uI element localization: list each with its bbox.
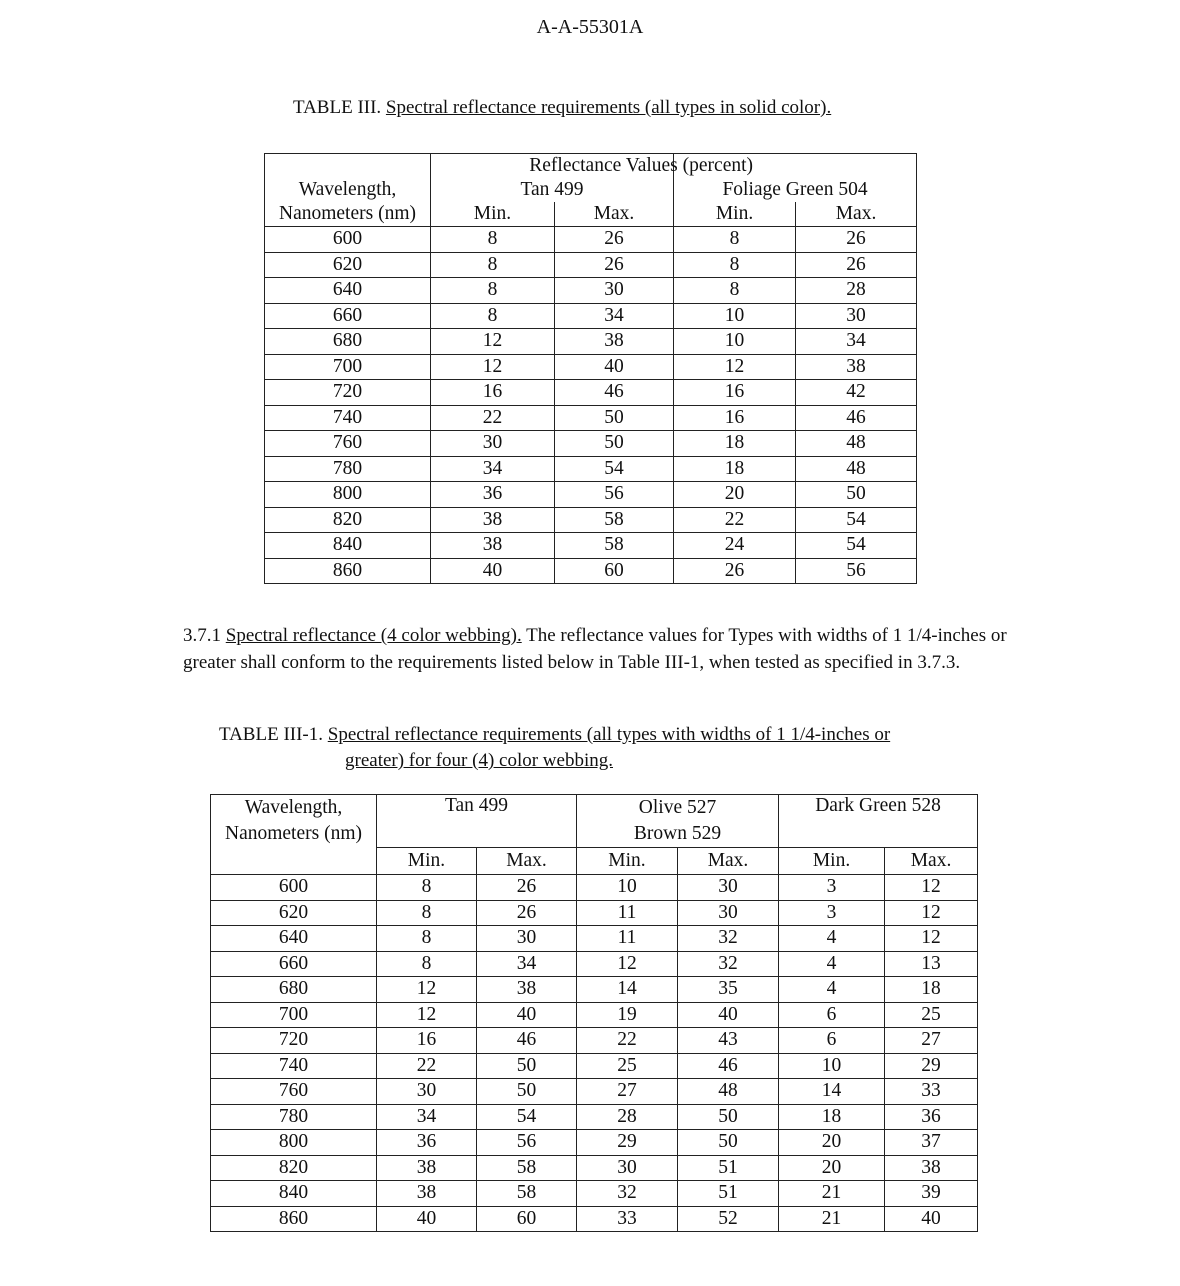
table3-value-cell: 34 (431, 456, 555, 482)
table3-value-cell: 36 (431, 482, 555, 508)
table3-value-cell: 50 (796, 482, 917, 508)
table31-value-cell: 39 (885, 1181, 978, 1207)
table3-value-cell: 38 (555, 329, 674, 355)
table31-value-cell: 12 (885, 926, 978, 952)
table3-row (265, 380, 917, 406)
table31-value-cell: 8 (377, 900, 477, 926)
table31-value-cell: 21 (779, 1206, 885, 1232)
table3-value-cell: 40 (555, 354, 674, 380)
table31-value-cell: 43 (678, 1028, 779, 1054)
table3-row (265, 303, 917, 329)
table31-row (211, 1155, 978, 1181)
table3-wavelength-cell: 800 (265, 482, 431, 508)
table31-empty-corner (211, 848, 377, 875)
table3-value-cell: 26 (674, 558, 796, 584)
table31-value-cell: 50 (678, 1104, 779, 1130)
table31-value-cell: 20 (779, 1130, 885, 1156)
table3-value-cell: 18 (674, 431, 796, 457)
table31-max-header: Max. (678, 848, 779, 875)
table3-value-cell: 26 (555, 227, 674, 253)
table31-value-cell: 4 (779, 977, 885, 1003)
table31-value-cell: 32 (577, 1181, 678, 1207)
table31-value-cell: 40 (377, 1206, 477, 1232)
table3-row (265, 329, 917, 355)
table31-value-cell: 58 (477, 1155, 577, 1181)
table31-row (211, 951, 978, 977)
table3-color2-header: Foliage Green 504 (674, 178, 917, 202)
table3-value-cell: 58 (555, 533, 674, 559)
table3-value-cell: 8 (674, 278, 796, 304)
table3-wavelength-cell: 740 (265, 405, 431, 431)
table31-value-cell: 30 (477, 926, 577, 952)
table31-value-cell: 3 (779, 875, 885, 901)
table31-value-cell: 8 (377, 926, 477, 952)
table31-value-cell: 37 (885, 1130, 978, 1156)
table3-value-cell: 46 (796, 405, 917, 431)
paragraph-title: Spectral reflectance (4 color webbing). (225, 625, 522, 646)
table3-row (265, 456, 917, 482)
table31-row (211, 1181, 978, 1207)
table31-value-cell: 34 (377, 1104, 477, 1130)
table3-min-header: Min. (431, 202, 555, 227)
table3-row (265, 431, 917, 457)
table31-value-cell: 12 (377, 977, 477, 1003)
table31-wavelength-cell: 720 (211, 1028, 377, 1054)
table3-value-cell: 42 (796, 380, 917, 406)
table31-value-cell: 34 (477, 951, 577, 977)
table3-value-cell: 48 (796, 431, 917, 457)
table3-value-cell: 26 (555, 252, 674, 278)
table31-caption-line1: Spectral reflectance requirements (all types with widths of 1 1/4-inches or (327, 724, 891, 745)
table31-wavelength-cell: 620 (211, 900, 377, 926)
table31-value-cell: 46 (678, 1053, 779, 1079)
table3-value-cell: 8 (674, 252, 796, 278)
table31-wavelength-cell: 660 (211, 951, 377, 977)
table31-value-cell: 27 (885, 1028, 978, 1054)
table31-value-cell: 40 (477, 1002, 577, 1028)
table31-color2-header-1: Olive 527 (577, 795, 779, 822)
table31-row (211, 1053, 978, 1079)
table3-empty-corner (265, 154, 431, 179)
table31-value-cell: 8 (377, 875, 477, 901)
table31-caption (219, 722, 999, 774)
table3-value-cell: 46 (555, 380, 674, 406)
table31-value-cell: 25 (885, 1002, 978, 1028)
table3-value-cell: 30 (796, 303, 917, 329)
table31-value-cell: 33 (885, 1079, 978, 1105)
table3-value-cell: 54 (796, 507, 917, 533)
table3-value-cell: 50 (555, 405, 674, 431)
table31-wavelength-cell: 800 (211, 1130, 377, 1156)
table31-row (211, 926, 978, 952)
table3-max-header: Max. (796, 202, 917, 227)
table3-value-cell: 28 (796, 278, 917, 304)
table31-value-cell: 56 (477, 1130, 577, 1156)
table31-row (211, 1028, 978, 1054)
table3-wavelength-cell: 600 (265, 227, 431, 253)
table31-value-cell: 38 (885, 1155, 978, 1181)
table31-value-cell: 14 (577, 977, 678, 1003)
table3-caption-prefix: TABLE III. (293, 97, 382, 118)
table3-row (265, 278, 917, 304)
table31-value-cell: 46 (477, 1028, 577, 1054)
table3-value-cell: 22 (674, 507, 796, 533)
table3-wavelength-cell: 720 (265, 380, 431, 406)
table3-value-cell: 34 (555, 303, 674, 329)
table3-value-cell: 30 (555, 278, 674, 304)
table3-value-cell: 38 (431, 507, 555, 533)
table31-value-cell: 36 (377, 1130, 477, 1156)
table31-value-cell: 50 (678, 1130, 779, 1156)
table3-wavelength-cell: 620 (265, 252, 431, 278)
table31-value-cell: 30 (577, 1155, 678, 1181)
table31-wavelength-cell: 740 (211, 1053, 377, 1079)
table3-wavelength-cell: 660 (265, 303, 431, 329)
table3-value-cell: 12 (674, 354, 796, 380)
table31-wavelength-header-2: Nanometers (nm) (211, 821, 377, 848)
table31-value-cell: 29 (577, 1130, 678, 1156)
table3-value-cell: 16 (431, 380, 555, 406)
table31-value-cell: 8 (377, 951, 477, 977)
table31-value-cell: 38 (477, 977, 577, 1003)
table31-value-cell: 26 (477, 875, 577, 901)
table31-wavelength-cell: 760 (211, 1079, 377, 1105)
table3-caption-title: Spectral reflectance requirements (all types in solid color). (385, 97, 832, 118)
table31-value-cell: 20 (779, 1155, 885, 1181)
table31-value-cell: 38 (377, 1181, 477, 1207)
table31-color2-header-2: Brown 529 (577, 821, 779, 848)
table3-value-cell: 60 (555, 558, 674, 584)
table3-value-cell: 48 (796, 456, 917, 482)
table31-row (211, 1104, 978, 1130)
table31-value-cell: 32 (678, 926, 779, 952)
table3-row (265, 405, 917, 431)
table31-value-cell: 11 (577, 900, 678, 926)
table31-wavelength-cell: 820 (211, 1155, 377, 1181)
table31-value-cell: 16 (377, 1028, 477, 1054)
table31-value-cell: 40 (678, 1002, 779, 1028)
table31-body (211, 875, 978, 1232)
table31-value-cell: 36 (885, 1104, 978, 1130)
table3-value-cell: 38 (796, 354, 917, 380)
table3-max-header: Max. (555, 202, 674, 227)
paragraph-number: 3.7.1 (183, 625, 221, 646)
table31-value-cell: 22 (577, 1028, 678, 1054)
table31-min-header: Min. (779, 848, 885, 875)
table31-row (211, 1079, 978, 1105)
table31-value-cell: 12 (377, 1002, 477, 1028)
table31-value-cell: 50 (477, 1079, 577, 1105)
table3-value-cell: 8 (431, 303, 555, 329)
table31-wavelength-cell: 860 (211, 1206, 377, 1232)
table3-value-cell: 20 (674, 482, 796, 508)
table3-row (265, 252, 917, 278)
table31-value-cell: 30 (678, 900, 779, 926)
table3-value-cell: 56 (555, 482, 674, 508)
table31-value-cell: 21 (779, 1181, 885, 1207)
table3-value-cell: 18 (674, 456, 796, 482)
table31-value-cell: 18 (885, 977, 978, 1003)
table3-value-cell: 12 (431, 329, 555, 355)
table3-wavelength-cell: 840 (265, 533, 431, 559)
table31-value-cell: 33 (577, 1206, 678, 1232)
table31-value-cell: 12 (885, 875, 978, 901)
table31-wavelength-cell: 600 (211, 875, 377, 901)
table3-caption (293, 95, 831, 121)
table31-wavelength-cell: 780 (211, 1104, 377, 1130)
table3-value-cell: 24 (674, 533, 796, 559)
table3-value-cell: 54 (796, 533, 917, 559)
table31 (210, 794, 978, 1232)
table3-wavelength-cell: 760 (265, 431, 431, 457)
table31-value-cell: 52 (678, 1206, 779, 1232)
table31-value-cell: 58 (477, 1181, 577, 1207)
table31-value-cell: 50 (477, 1053, 577, 1079)
table31-max-header: Max. (477, 848, 577, 875)
table31-value-cell: 51 (678, 1181, 779, 1207)
table3-value-cell: 8 (431, 252, 555, 278)
table31-row (211, 1130, 978, 1156)
table31-value-cell: 38 (377, 1155, 477, 1181)
table3-value-cell: 26 (796, 252, 917, 278)
table31-value-cell: 6 (779, 1002, 885, 1028)
table3-row (265, 482, 917, 508)
table31-min-header: Min. (377, 848, 477, 875)
table31-row (211, 900, 978, 926)
table3-row (265, 507, 917, 533)
table31-wavelength-cell: 700 (211, 1002, 377, 1028)
table31-max-header: Max. (885, 848, 978, 875)
table31-value-cell: 4 (779, 951, 885, 977)
table3-value-cell: 12 (431, 354, 555, 380)
table31-color3-header: Dark Green 528 (779, 795, 978, 848)
table3-row (265, 227, 917, 253)
table31-value-cell: 60 (477, 1206, 577, 1232)
table3-row (265, 533, 917, 559)
table3-value-cell: 10 (674, 303, 796, 329)
table3-value-cell: 26 (796, 227, 917, 253)
table31-wavelength-header-1: Wavelength, (211, 795, 377, 822)
table3-value-cell: 8 (431, 278, 555, 304)
table31-value-cell: 12 (577, 951, 678, 977)
table31-value-cell: 19 (577, 1002, 678, 1028)
table31-wavelength-cell: 680 (211, 977, 377, 1003)
table31-wavelength-cell: 840 (211, 1181, 377, 1207)
table3-value-cell: 8 (431, 227, 555, 253)
table31-value-cell: 11 (577, 926, 678, 952)
table31-value-cell: 29 (885, 1053, 978, 1079)
table31-row (211, 1002, 978, 1028)
table3-value-cell: 58 (555, 507, 674, 533)
table31-row (211, 1206, 978, 1232)
table31-value-cell: 22 (377, 1053, 477, 1079)
table3-value-cell: 56 (796, 558, 917, 584)
table31-min-header: Min. (577, 848, 678, 875)
table3-wavelength-cell: 820 (265, 507, 431, 533)
table3-value-cell: 50 (555, 431, 674, 457)
document-id: A-A-55301A (536, 16, 644, 38)
table31-value-cell: 40 (885, 1206, 978, 1232)
table3-min-header: Min. (674, 202, 796, 227)
table3-value-cell: 8 (674, 227, 796, 253)
table31-value-cell: 30 (377, 1079, 477, 1105)
table31-value-cell: 48 (678, 1079, 779, 1105)
table3 (264, 153, 917, 584)
table31-value-cell: 3 (779, 900, 885, 926)
table31-value-cell: 27 (577, 1079, 678, 1105)
table31-value-cell: 10 (577, 875, 678, 901)
table31-wavelength-cell: 640 (211, 926, 377, 952)
table31-value-cell: 54 (477, 1104, 577, 1130)
table31-color1-header: Tan 499 (377, 795, 577, 848)
table3-wavelength-header-2: Nanometers (nm) (265, 202, 431, 227)
table31-value-cell: 12 (885, 900, 978, 926)
paragraph-body: The reflectance values for Types with widths of 1 1/4-inches or greater shall conform to the requirements listed below in Table III-1, when tested as specified in 3.7.3. (183, 625, 1007, 673)
paragraph-3-7-1 (183, 622, 1013, 676)
table31-value-cell: 26 (477, 900, 577, 926)
table31-value-cell: 25 (577, 1053, 678, 1079)
table3-value-cell: 30 (431, 431, 555, 457)
table3-wavelength-cell: 780 (265, 456, 431, 482)
table3-value-cell: 22 (431, 405, 555, 431)
table3-wavelength-cell: 680 (265, 329, 431, 355)
table3-wavelength-header-1: Wavelength, (265, 178, 431, 202)
table31-value-cell: 35 (678, 977, 779, 1003)
table31-value-cell: 10 (779, 1053, 885, 1079)
table31-value-cell: 6 (779, 1028, 885, 1054)
table3-value-cell: 10 (674, 329, 796, 355)
table31-caption-prefix: TABLE III-1. (219, 724, 323, 745)
table31-row (211, 977, 978, 1003)
table31-value-cell: 30 (678, 875, 779, 901)
table31-value-cell: 14 (779, 1079, 885, 1105)
table3-group-header: Reflectance Values (percent) (431, 154, 674, 179)
table3-row (265, 354, 917, 380)
table31-value-cell: 18 (779, 1104, 885, 1130)
table31-value-cell: 32 (678, 951, 779, 977)
table3-color1-header: Tan 499 (431, 178, 674, 202)
table3-body (265, 227, 917, 584)
table31-value-cell: 28 (577, 1104, 678, 1130)
table31-caption-line2: greater) for four (4) color webbing. (345, 750, 613, 771)
table3-wavelength-cell: 700 (265, 354, 431, 380)
table31-row (211, 875, 978, 901)
table3-value-cell: 16 (674, 380, 796, 406)
table3-value-cell: 34 (796, 329, 917, 355)
table31-value-cell: 51 (678, 1155, 779, 1181)
table3-value-cell: 38 (431, 533, 555, 559)
table3-value-cell: 16 (674, 405, 796, 431)
table3-row (265, 558, 917, 584)
table3-value-cell: 40 (431, 558, 555, 584)
table31-value-cell: 4 (779, 926, 885, 952)
table3-value-cell: 54 (555, 456, 674, 482)
table3-wavelength-cell: 640 (265, 278, 431, 304)
table3-wavelength-cell: 860 (265, 558, 431, 584)
table31-value-cell: 13 (885, 951, 978, 977)
